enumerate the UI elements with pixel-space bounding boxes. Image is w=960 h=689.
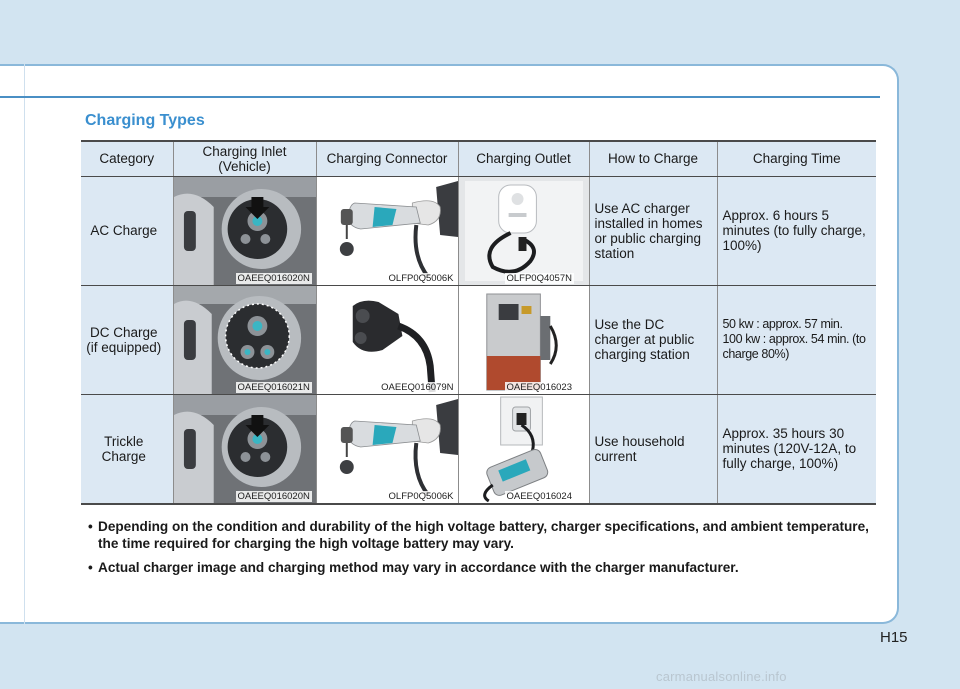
category-cell: AC Charge xyxy=(81,176,173,285)
outlet-image-cell xyxy=(458,176,589,285)
inlet-image-code: OAEEQ016020N xyxy=(237,272,310,284)
inlet-image-cell xyxy=(173,285,316,394)
outlet-image-code: OAEEQ016024 xyxy=(506,490,572,502)
header-charging-time: Charging Time xyxy=(717,141,876,176)
note-text: Depending on the condition and durability of the high voltage battery, charger specifications, and ambient temperature, the time required for charging the high voltage battery may vary. xyxy=(98,519,869,551)
header-charging-inlet: Charging Inlet (Vehicle) xyxy=(173,141,316,176)
outlet-image-cell xyxy=(458,285,589,394)
charging-connector-image xyxy=(317,286,458,394)
how-to-charge-cell: Use AC charger installed in homes or public charging station xyxy=(589,176,717,285)
header-how-to-charge: How to Charge xyxy=(589,141,717,176)
charging-time-cell: 50 kw : approx. 57 min. 100 kw : approx. 54 min. (to charge 80%) xyxy=(717,285,876,394)
margin-line xyxy=(24,64,25,624)
category-cell: Trickle Charge xyxy=(81,394,173,504)
connector-image-code: OLFP0Q5006K xyxy=(388,490,454,502)
inlet-image-code: OAEEQ016020N xyxy=(237,490,310,502)
connector-image-code: OAEEQ016079N xyxy=(381,381,454,393)
charging-time-cell: Approx. 6 hours 5 minutes (to fully charge, 100%) xyxy=(717,176,876,285)
charging-time-cell: Approx. 35 hours 30 minutes (120V-12A, to fully charge, 100%) xyxy=(717,394,876,504)
note-item xyxy=(88,518,878,552)
header-charging-connector: Charging Connector xyxy=(316,141,458,176)
connector-image-cell xyxy=(316,176,458,285)
charging-inlet-image xyxy=(174,286,316,394)
charging-inlet-image xyxy=(174,395,316,503)
section-rule xyxy=(0,96,880,98)
connector-image-cell xyxy=(316,394,458,504)
table-header-row xyxy=(81,141,876,176)
note-text: Actual charger image and charging method may vary in accordance with the charger manufacturer. xyxy=(98,560,739,575)
note-item xyxy=(88,559,878,576)
charging-types-table xyxy=(81,140,876,505)
header-category: Category xyxy=(81,141,173,176)
outlet-image-cell xyxy=(458,394,589,504)
table-row-dc xyxy=(81,285,876,394)
how-to-charge-cell: Use household current xyxy=(589,394,717,504)
connector-image-cell xyxy=(316,285,458,394)
charging-outlet-image xyxy=(459,395,589,503)
category-cell: DC Charge (if equipped) xyxy=(81,285,173,394)
charging-connector-image xyxy=(317,177,458,285)
notes-list xyxy=(88,518,878,583)
outlet-image-code: OLFP0Q4057N xyxy=(506,272,572,284)
charging-outlet-image xyxy=(459,177,589,285)
connector-image-code: OLFP0Q5006K xyxy=(388,272,454,284)
how-to-charge-cell: Use the DC charger at public charging station xyxy=(589,285,717,394)
table-row-ac xyxy=(81,176,876,285)
section-title: Charging Types xyxy=(85,112,205,129)
watermark: carmanualsonline.info xyxy=(656,669,787,684)
table-row-trickle xyxy=(81,394,876,504)
bullet: • xyxy=(88,560,93,575)
inlet-image-cell xyxy=(173,176,316,285)
charging-connector-image xyxy=(317,395,458,503)
inlet-image-cell xyxy=(173,394,316,504)
header-charging-outlet: Charging Outlet xyxy=(458,141,589,176)
charging-inlet-image xyxy=(174,177,316,285)
inlet-image-code: OAEEQ016021N xyxy=(237,381,310,393)
charging-outlet-image xyxy=(459,286,589,394)
outlet-image-code: OAEEQ016023 xyxy=(506,381,572,393)
bullet: • xyxy=(88,519,93,534)
page-number: H15 xyxy=(880,629,908,646)
